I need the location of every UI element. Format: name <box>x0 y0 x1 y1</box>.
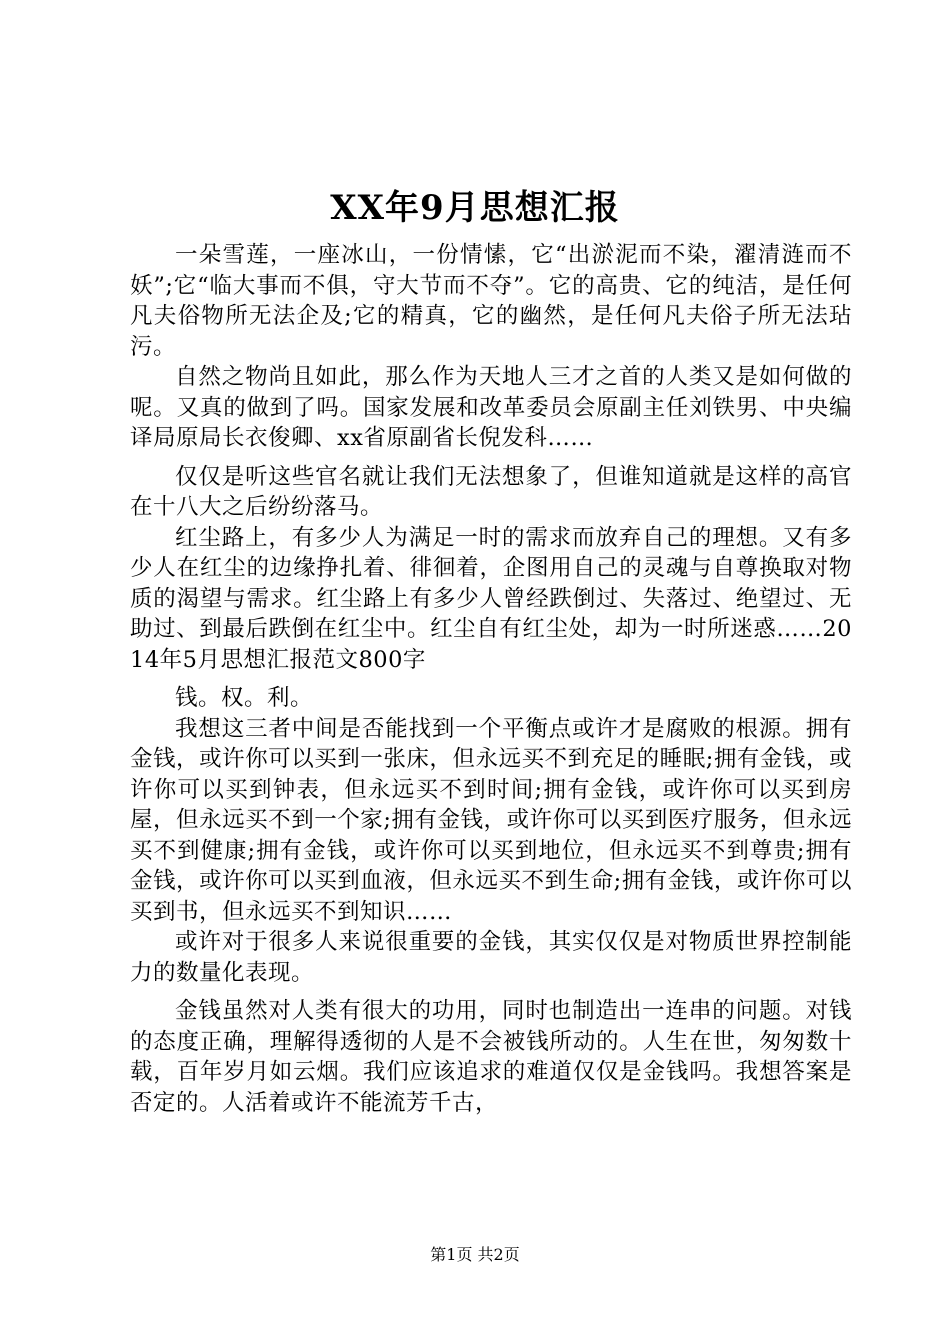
paragraph-5: 钱。权。利。 <box>175 685 314 711</box>
paragraph-8: 金钱虽然对人类有很大的功用，同时也制造出一连串的问题。对钱的态度正确，理解得透彻的人是不会被钱所动的。人生在世，匆匆数十载，百年岁月如云烟。我们应该追求的难道仅仅是金钱吗。我想答案是否定的。人活着或许不能流芳千古， <box>130 998 852 1116</box>
document-body <box>130 240 852 1118</box>
paragraph-4: 红尘路上，有多少人为满足一时的需求而放弃自己的理想。又有多少人在红尘的边缘挣扎着、徘徊着，企图用自己的灵魂与自尊换取对物质的渴望与需求。红尘路上有多少人曾经跌倒过、失落过、绝望过、无助过、到最后跌倒在红尘中。红尘自有红尘处，却为一时所迷惑……2014年5月思想汇报范文800字 <box>130 524 852 673</box>
document-title: XX年9月思想汇报 <box>330 188 620 228</box>
paragraph-7: 或许对于很多人来说很重要的金钱，其实仅仅是对物质世界控制能力的数量化表现。 <box>130 929 852 986</box>
paragraph-3: 仅仅是听这些官名就让我们无法想象了，但谁知道就是这样的高官在十八大之后纷纷落马。 <box>130 463 852 520</box>
paragraph-6: 我想这三者中间是否能找到一个平衡点或许才是腐败的根源。拥有金钱，或许你可以买到一张床，但永远买不到充足的睡眠;拥有金钱，或许你可以买到钟表，但永远买不到时间;拥有金钱，或许你可以买到房屋，但永远买不到一个家;拥有金钱，或许你可以买到医疗服务，但永远买不到健康;拥有金钱，或许你可以买到地位，但永远买不到尊贵;拥有金钱，或许你可以买到血液，但永远买不到生命;拥有金钱，或许你可以买到书，但永远买不到知识…… <box>130 715 852 925</box>
page-footer: 第1页 共2页 <box>430 1245 520 1264</box>
paragraph-2: 自然之物尚且如此，那么作为天地人三才之首的人类又是如何做的呢。又真的做到了吗。国家发展和改革委员会原副主任刘铁男、中央编译局原局长衣俊卿、xx省原副省长倪发科…… <box>130 364 852 451</box>
paragraph-1: 一朵雪莲，一座冰山，一份情愫，它“出淤泥而不染，濯清涟而不妖”;它“临大事而不俱，守大节而不夺”。它的高贵、它的纯洁，是任何凡夫俗物所无法企及;它的精真，它的幽然，是任何凡夫俗子所无法玷污。 <box>130 242 852 360</box>
